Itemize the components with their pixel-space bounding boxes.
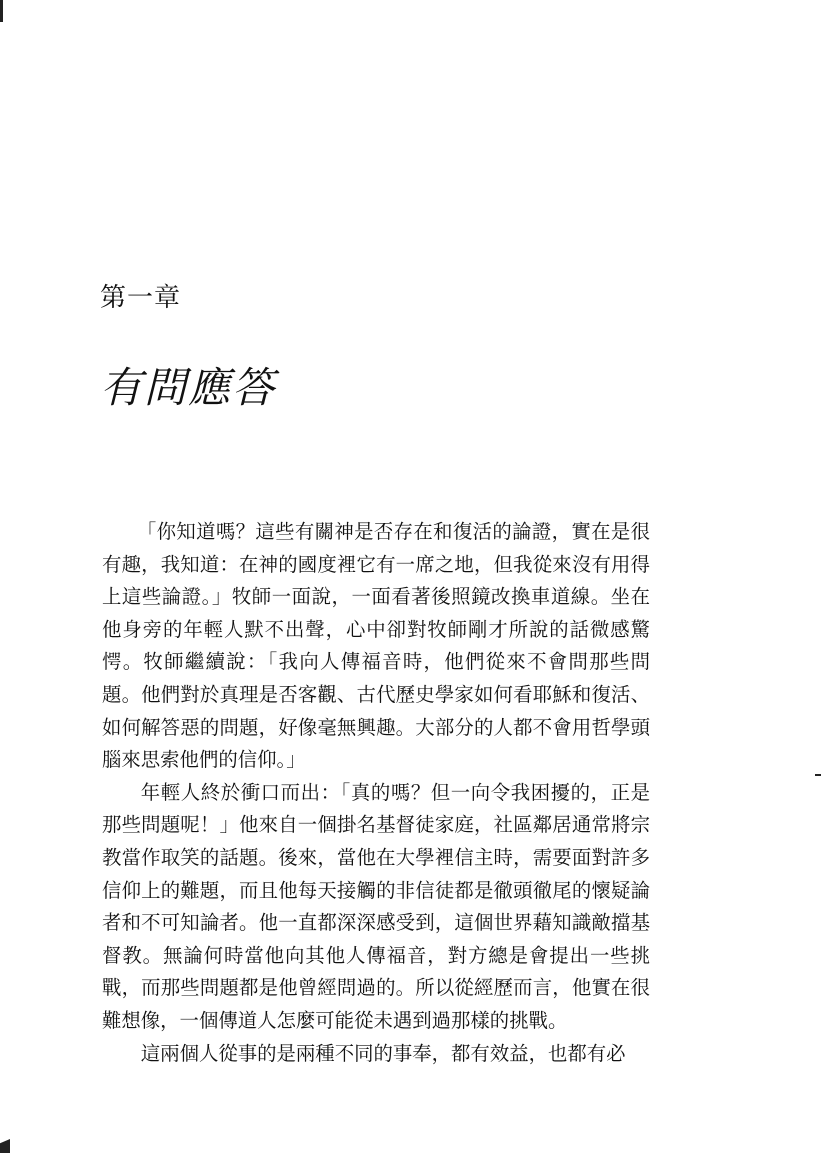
paragraph: 年輕人終於衝口而出：「真的嗎？但一向令我困擾的，正是那些問題呢！」他來自一個掛名基督徒家庭，社區鄰居通常將宗教當作取笑的話題。後來，當他在大學裡信主時，需要面對許多信仰上的難題，而且他每天接觸的非信徒都是徹頭徹尾的懷疑論者和不可知論者。他一直都深深感受到，這個世界藉知識敵擋基督教。無論何時當他向其他人傳福音，對方總是會提出一些挑戰，而那些問題都是他曾經問過的。所以從經歷而言，他實在很難想像，一個傳道人怎麼可能從未遇到過那樣的挑戰。 [102,780,650,1032]
scan-edge-mark [0,1139,10,1153]
chapter-number: 第一章 [100,283,182,313]
chapter-title: 有問應答 [100,363,277,412]
paragraph: 這兩個人從事的是兩種不同的事奉，都有效益，也都有必 [140,1041,626,1065]
body-text [102,516,650,1070]
scan-edge-mark [0,0,3,22]
scan-edge-mark [815,774,821,776]
paragraph: 「你知道嗎？這些有關神是否存在和復活的論證，實在是很有趣，我知道：在神的國度裡它有一席之地，但我從來沒有用得上這些論證。」牧師一面說，一面看著後照鏡改換車道線。坐在他身旁的年輕人默不出聲，心中卻對牧師剛才所說的話微感驚愕。牧師繼續說：「我向人傳福音時，他們從來不會問那些問題。他們對於真理是否客觀、古代歷史學家如何看耶穌和復活、如何解答惡的問題，好像毫無興趣。大部分的人都不會用哲學頭腦來思索他們的信仰。」 [102,520,650,772]
